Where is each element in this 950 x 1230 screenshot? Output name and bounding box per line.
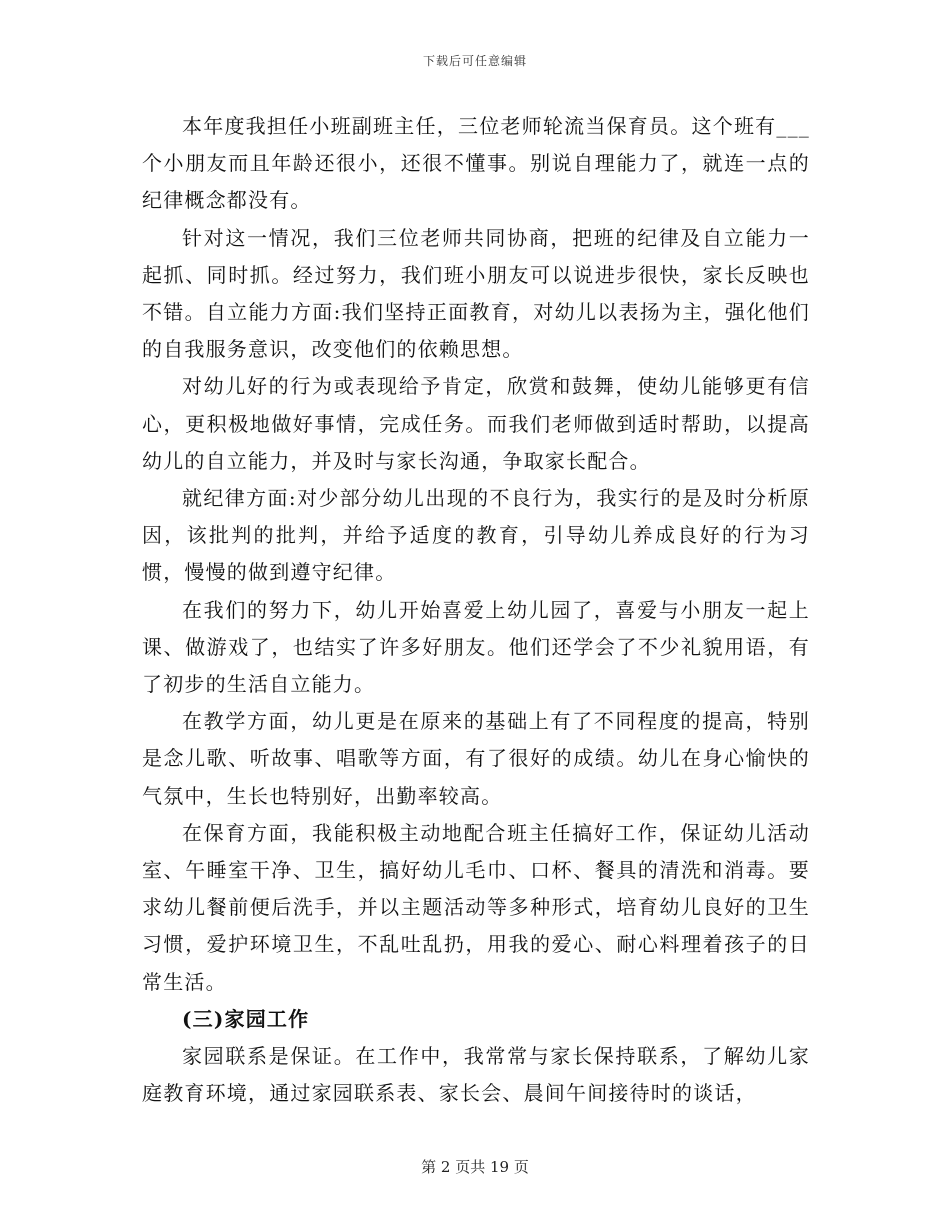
paragraph-8: 家园联系是保证。在工作中，我常常与家长保持联系，了解幼儿家庭教育环境，通过家园联系表、家长会、晨间午间接待时的谈话， (142, 1044, 810, 1106)
section-heading: (三)家园工作 (182, 1006, 310, 1031)
paragraph-6: 在教学方面，幼儿更是在原来的基础上有了不同程度的提高，特别是念儿歌、听故事、唱歌等方面，有了很好的成绩。幼儿在身心愉快的气氛中，生长也特别好，出勤率较高。 (142, 709, 810, 808)
page-footer: 第 2 页共 19 页 (421, 1158, 529, 1176)
paragraph-7: 在保育方面，我能积极主动地配合班主任搞好工作，保证幼儿活动室、午睡室干净、卫生，搞好幼儿毛巾、口杯、餐具的清洗和消毒。要求幼儿餐前便后洗手，并以主题活动等多种形式，培育幼儿良好的卫生习惯，爱护环境卫生，不乱吐乱扔，用我的爱心、耐心料理着孩子的日常生活。 (142, 820, 810, 994)
paragraph-5: 在我们的努力下，幼儿开始喜爱上幼儿园了，喜爱与小朋友一起上课、做游戏了，也结实了许多好朋友。他们还学会了不少礼貌用语，有了初步的生活自立能力。 (142, 597, 810, 697)
paragraph-3: 对幼儿好的行为或表现给予肯定，欣赏和鼓舞，使幼儿能够更有信心，更积极地做好事情，完成任务。而我们老师做到适时帮助，以提高幼儿的自立能力，并及时与家长沟通，争取家长配合。 (142, 374, 810, 473)
paragraph-2: 针对这一情况，我们三位老师共同协商，把班的纪律及自立能力一起抓、同时抓。经过努力，我们班小朋友可以说进步很快，家长反映也不错。自立能力方面:我们坚持正面教育，对幼儿以表扬为主，强化他们的自我服务意识，改变他们的依赖思想。 (142, 225, 810, 362)
document-body (142, 108, 810, 1112)
paragraph-4: 就纪律方面:对少部分幼儿出现的不良行为，我实行的是及时分析原因，该批判的批判，并给予适度的教育，引导幼儿养成良好的行为习惯，慢慢的做到遵守纪律。 (142, 486, 810, 585)
page-header: 下载后可任意编辑 (422, 54, 527, 68)
paragraph-1: 本年度我担任小班副班主任，三位老师轮流当保育员。这个班有___个小朋友而且年龄还很小，还很不懂事。别说自理能力了，就连一点的纪律概念都没有。 (142, 114, 810, 213)
